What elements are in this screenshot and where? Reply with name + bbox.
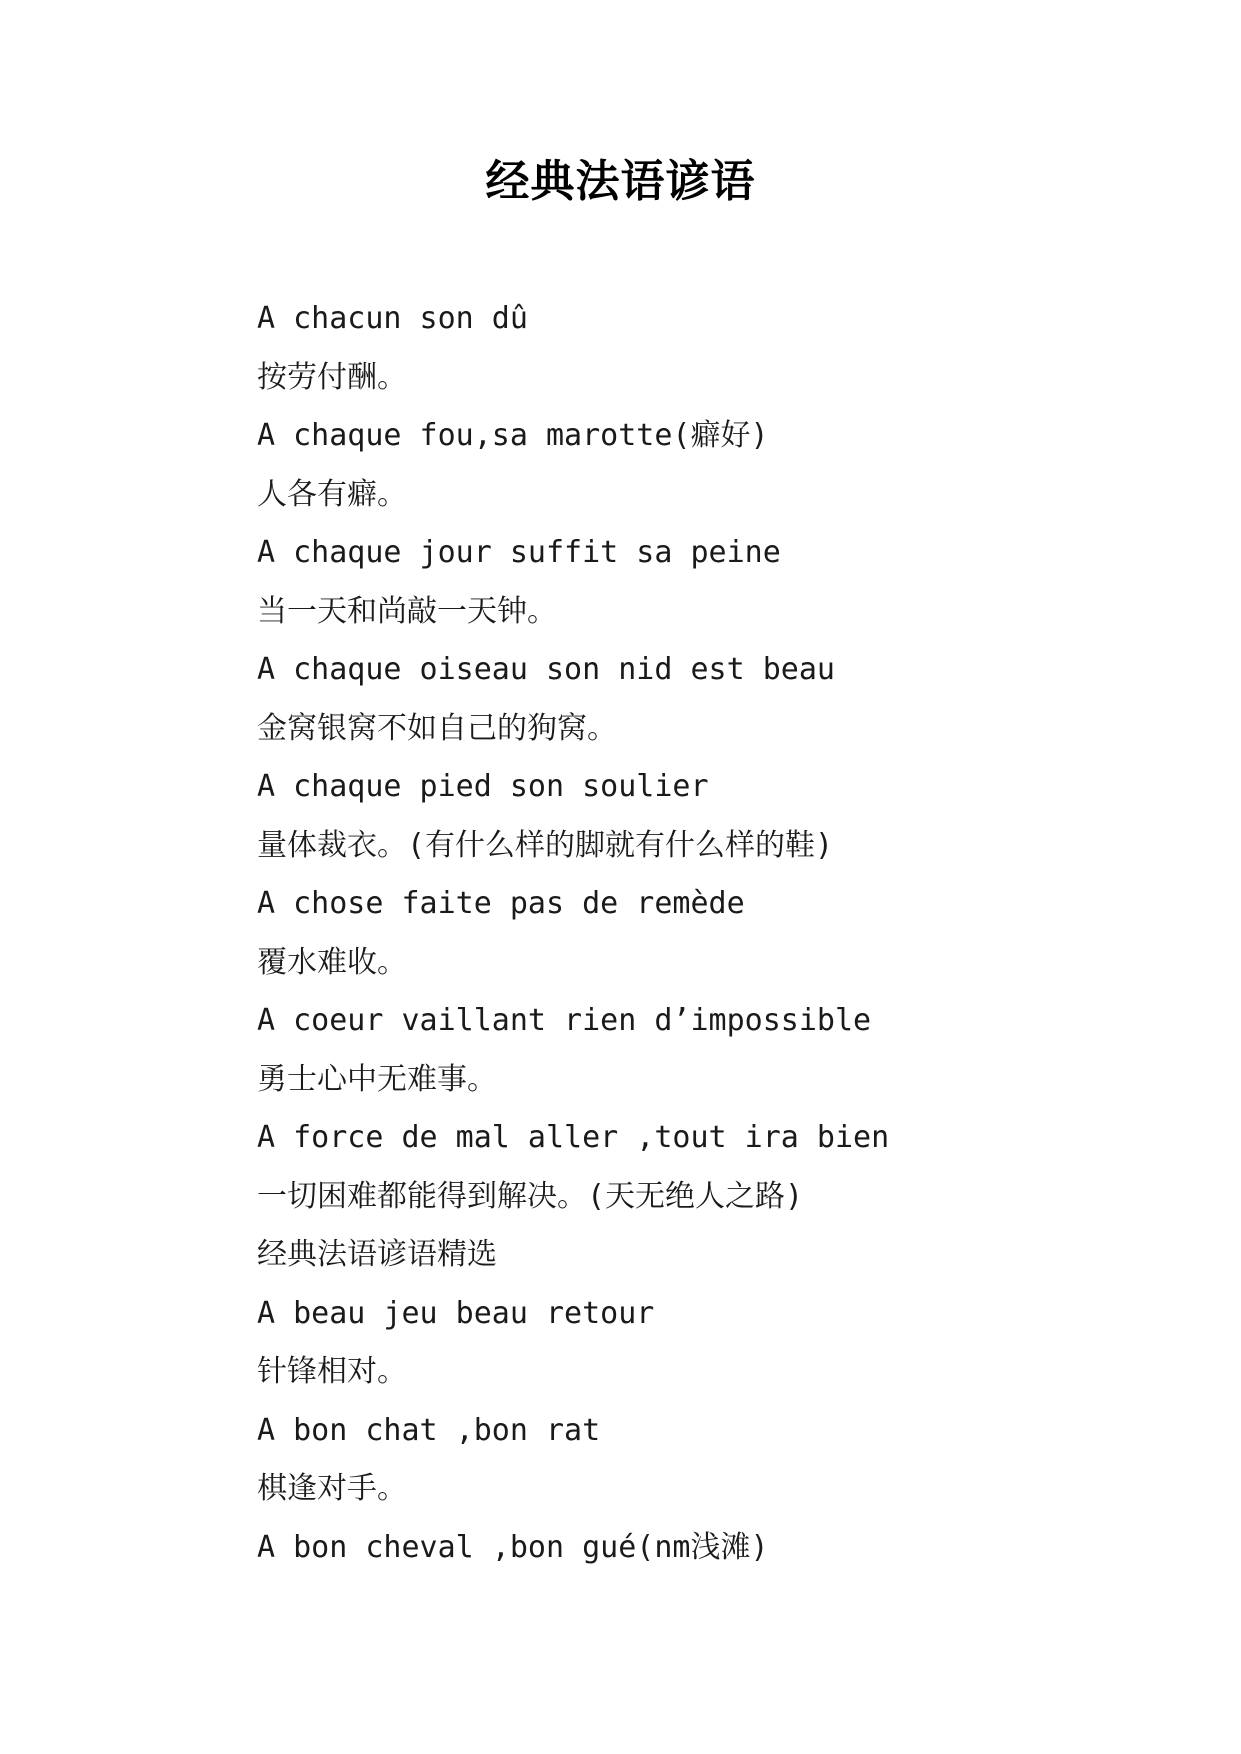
section-heading: 经典法语谚语精选 bbox=[257, 1237, 497, 1272]
proverb-line-chinese: 人各有癖。 bbox=[257, 476, 407, 512]
proverb-line-chinese: 当一天和尚敲一天钟。 bbox=[257, 593, 557, 629]
proverb-line-chinese: 勇士心中无难事。 bbox=[257, 1061, 497, 1097]
proverb-line-french: A beau jeu beau retour bbox=[257, 1295, 655, 1331]
proverb-line-chinese: 一切困难都能得到解决。(天无绝人之路) bbox=[257, 1178, 804, 1214]
proverb-line-french: A bon cheval ,bon gué(nm浅滩) bbox=[257, 1529, 769, 1565]
proverb-line-french: A coeur vaillant rien d’impossible bbox=[257, 1003, 872, 1038]
proverb-line-french: A chaque fou,sa marotte(癖好) bbox=[257, 418, 769, 453]
proverb-line-chinese: 覆水难收。 bbox=[257, 944, 407, 980]
proverb-line-french: A force de mal aller ,tout ira bien bbox=[257, 1120, 890, 1155]
proverb-line-french: A bon chat ,bon rat bbox=[257, 1412, 601, 1448]
proverb-list bbox=[257, 290, 1197, 1577]
proverb-line-chinese: 针锋相对。 bbox=[257, 1354, 407, 1389]
proverb-line-chinese: 金窝银窝不如自己的狗窝。 bbox=[257, 710, 617, 746]
page-title: 经典法语谚语 bbox=[485, 156, 756, 207]
proverb-line-french: A chaque pied son soulier bbox=[257, 769, 709, 804]
proverb-line-chinese: 按劳付酬。 bbox=[257, 359, 407, 395]
proverb-line-french: A chaque oiseau son nid est beau bbox=[257, 652, 835, 687]
proverb-line-french: A chacun son dû bbox=[257, 301, 528, 336]
proverb-line-french: A chose faite pas de remède bbox=[257, 886, 745, 921]
proverb-line-french: A chaque jour suffit sa peine bbox=[257, 535, 781, 570]
proverb-line-chinese: 棋逢对手。 bbox=[257, 1471, 407, 1506]
proverb-line-chinese: 量体裁衣。(有什么样的脚就有什么样的鞋) bbox=[257, 827, 834, 863]
